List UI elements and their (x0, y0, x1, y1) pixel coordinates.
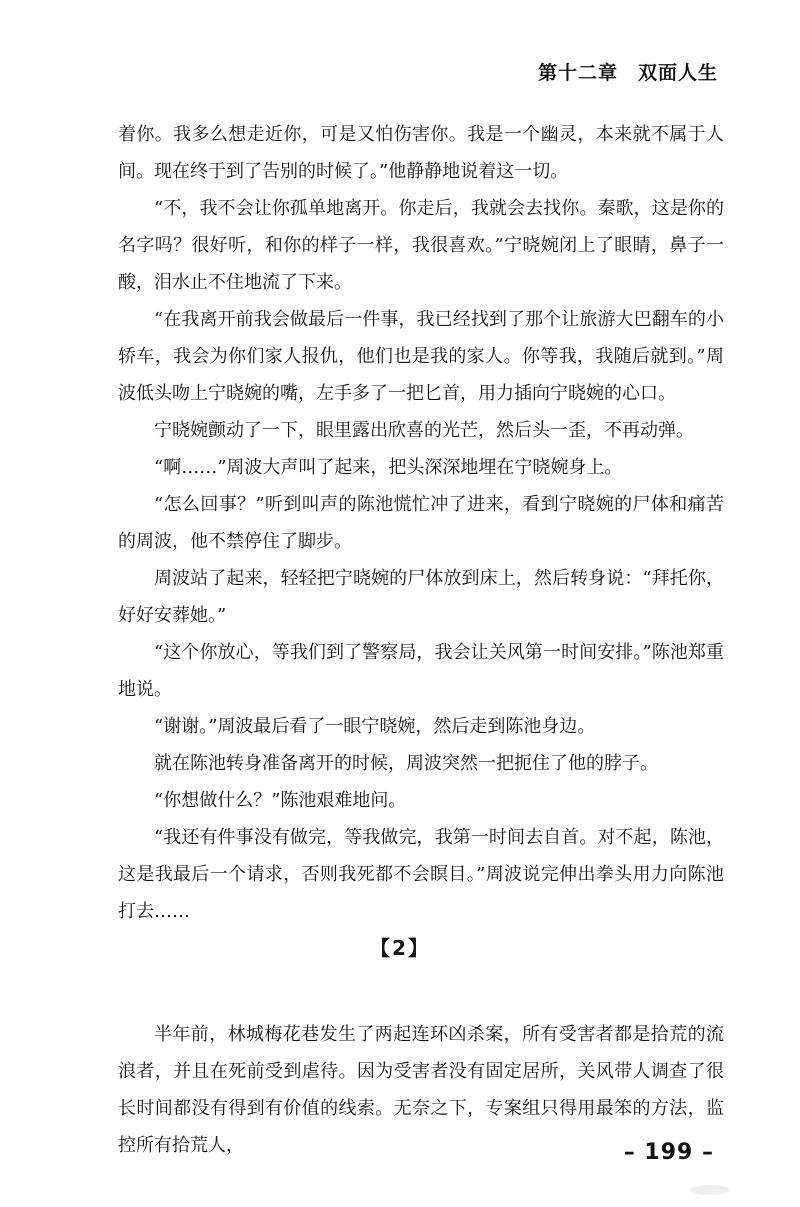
chapter-running-head: 第十二章 双面人生 (537, 62, 718, 84)
paragraph: 着你。我多么想走近你，可是又怕伤害你。我是一个幽灵，本来就不属于人间。现在终于到了告别的时候了。”他静静地说着这一切。 (118, 124, 724, 182)
paragraph: “啊……”周波大声叫了起来，把头深深地埋在宁晓婉身上。 (154, 457, 623, 478)
paragraph: “你想做什么？”陈池艰难地问。 (154, 790, 407, 811)
section-heading: 【2】 (370, 936, 430, 960)
paragraph: 就在陈池转身准备离开的时候，周波突然一把扼住了他的脖子。 (154, 753, 658, 774)
paragraph: “在我离开前我会做最后一件事，我已经找到了那个让旅游大巴翻车的小轿车，我会为你们家人报仇，他们也是我的家人。你等我，我随后就到。”周波低头吻上宁晓婉的嘴，左手多了一把匕首，用力插向宁晓婉的心口。 (118, 309, 724, 404)
paragraph: 周波站了起来，轻轻把宁晓婉的尸体放到床上，然后转身说：“拜托你，好好安葬她。” (118, 568, 724, 626)
paragraph: “谢谢。”周波最后看了一眼宁晓婉，然后走到陈池身边。 (154, 716, 596, 737)
paragraph: 半年前，林城梅花巷发生了两起连环凶杀案，所有受害者都是拾荒的流浪者，并且在死前受到虐待。因为受害者没有固定居所，关风带人调查了很长时间都没有得到有价值的线索。无奈之下，专案组只得用最笨的方法，监控所有拾荒人， (118, 1024, 724, 1156)
paragraph: “这个你放心，等我们到了警察局，我会让关风第一时间安排。”陈池郑重地说。 (118, 642, 724, 700)
page-number: – 199 – (623, 1140, 714, 1165)
body-text (118, 116, 724, 930)
scan-smudge-decoration (560, 1100, 620, 1114)
paragraph: 宁晓婉颤动了一下，眼里露出欣喜的光芒，然后头一歪，不再动弹。 (154, 420, 694, 441)
paragraph: “不，我不会让你孤单地离开。你走后，我就会去找你。秦歌，这是你的名字吗？很好听，和你的样子一样，我很喜欢。”宁晓婉闭上了眼睛，鼻子一酸，泪水止不住地流了下来。 (118, 198, 724, 293)
scan-smudge-decoration (690, 1185, 730, 1195)
paragraph: “怎么回事？”听到叫声的陈池慌忙冲了进来，看到宁晓婉的尸体和痛苦的周波，他不禁停住了脚步。 (118, 494, 724, 552)
paragraph: “我还有件事没有做完，等我做完，我第一时间去自首。对不起，陈池，这是我最后一个请求，否则我死都不会瞑目。”周波说完伸出拳头用力向陈池打去…… (118, 827, 724, 922)
